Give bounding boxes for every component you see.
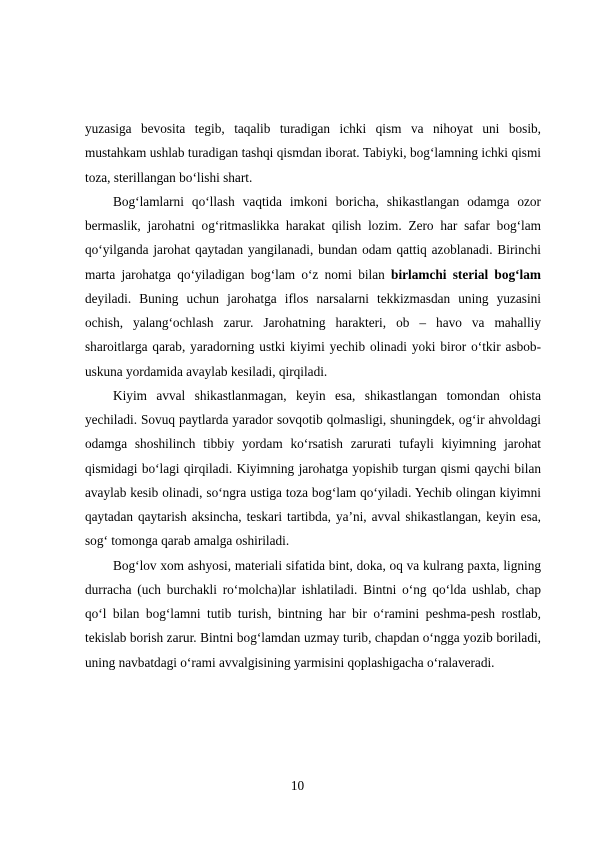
paragraph-2: [85, 190, 541, 384]
paragraph-1: yuzasiga bevosita tegib, taqalib turadigan ichki qism va nihoyat uni bosib, mustahkam ushlab turadigan tashqi qismdan iborat. Tabiyki, bog‘lamning ichki qismi toza, sterillangan bo‘lishi shart.: [85, 121, 541, 185]
term-primary-sterile-bandage: birlamchi sterial bog‘lam: [391, 266, 541, 282]
paragraph-2-text-end: deyiladi. Buning uchun jarohatga iflos narsalarni tekkizmasdan uning yuzasini ochish, yalang‘ochlash zarur. Jarohatning harakteri, ob – havo va mahalliy sharoitlarga qarab, yaradorning ustki kiyimi yechib olinadi yoki biror o‘tkir asbob-uskuna yordamida avaylab kesiladi, qirqiladi.: [85, 290, 541, 379]
paragraph-2-text-start: Bog‘lamlarni qo‘llash vaqtida imkoni boricha, shikastlangan odamga ozor bermaslik, jarohatni og‘ritmaslikka harakat qilish lozim. Zero har safar bog‘lam qo‘yilganda jarohat qaytadan yangilanadi, bundan odam qattiq azoblanadi. Birinchi marta jarohatga qo‘yiladigan bog‘lam o‘z nomi bilan: [85, 193, 541, 282]
document-body: [85, 117, 541, 675]
page-number: 10: [290, 778, 305, 793]
paragraph-4: Bog‘lov xom ashyosi, materiali sifatida bint, doka, oq va kulrang paxta, ligning durracha (uch burchakli ro‘molcha)lar ishlatiladi. Bintni o‘ng qo‘lda ushlab, chap qo‘l bilan bog‘lamni tutib turish, bintning har bir o‘ramini peshma-pesh rostlab, tekislab borish zarur. Bintni bog‘lamdan uzmay turib, chapdan o‘ngga yozib boriladi, uning navbatdagi o‘rami avvalgisining yarmisini qoplashigacha o‘ralaveradi.: [85, 557, 541, 670]
paragraph-3: Kiyim avval shikastlanmagan, keyin esa, shikastlangan tomondan ohista yechiladi. Sovuq paytlarda yarador sovqotib qolmasligi, shuningdek, og‘ir ahvoldagi odamga shoshilinch tibbiy yordam ko‘rsatish zarurati tufayli kiyimning jarohat qismidagi bo‘lagi qirqiladi. Kiyimning jarohatga yopishib turgan qismi qaychi bilan avaylab kesib olinadi, so‘ngra ustiga toza bog‘lam qo‘yiladi. Yechib olingan kiyimni qaytadan qaytarish aksincha, teskari tartibda, ya’ni, avval shikastlangan, keyin esa, sog‘ tomonga qarab amalga oshiriladi.: [85, 387, 541, 549]
